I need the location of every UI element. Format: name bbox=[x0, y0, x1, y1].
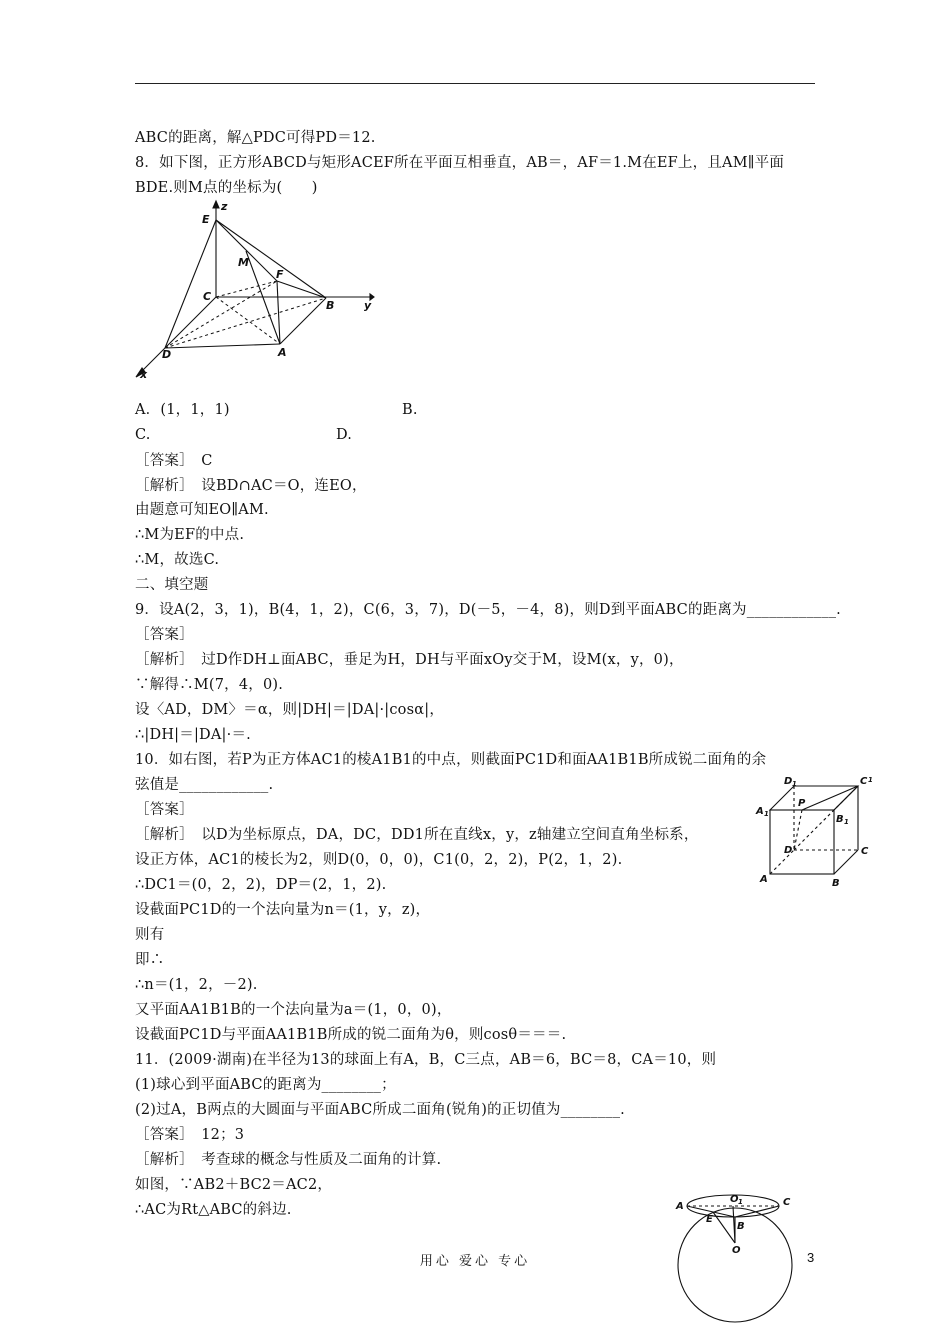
answer-11: ［答案］ 12；3 bbox=[135, 1127, 245, 1143]
question-9: 9．设A(2，3，1)，B(4，1，2)，C(6，3，7)，D(－5，－4，8)，则D到平面ABC的距离为____________. bbox=[135, 602, 841, 618]
question-8: 8．如下图，正方形ABCD与矩形ACEF所在平面互相垂直，AB＝，AF＝1.M在EF上，且AM∥平面 bbox=[135, 155, 785, 171]
svg-text:A: A bbox=[760, 874, 768, 885]
svg-text:C: C bbox=[861, 846, 869, 857]
text-line: ［解析］ 过D作DH⊥面ABC，垂足为H，DH与平面xOy交于M，设M(x，y，0)， bbox=[135, 652, 684, 668]
svg-text:O: O bbox=[730, 1194, 739, 1205]
text-line: ［解析］ 以D为坐标原点，DA，DC，DD1所在直线x，y，z轴建立空间直角坐标系， bbox=[135, 827, 699, 843]
svg-text:1: 1 bbox=[764, 810, 769, 818]
page-footer: 用心 爱心 专心 bbox=[419, 1254, 531, 1269]
question-11: 11．(2009·湖南)在半径为13的球面上有A，B，C三点，AB＝6，BC＝8，CA＝10，则 bbox=[135, 1052, 717, 1068]
text-line: ∴M，故选C. bbox=[135, 552, 220, 568]
text-line: 弦值是____________. bbox=[135, 777, 274, 793]
svg-text:C: C bbox=[783, 1197, 791, 1208]
text-line: 如图，∵AB2＋BC2＝AC2， bbox=[135, 1177, 333, 1193]
text-line: ∴AC为Rt△ABC的斜边. bbox=[135, 1202, 292, 1218]
svg-text:1: 1 bbox=[792, 780, 797, 788]
option-b: B. bbox=[402, 402, 418, 418]
text-line: ∴DC1＝(0，2，2)，DP＝(2，1，2). bbox=[135, 877, 387, 893]
text-line: ∴M为EF的中点. bbox=[135, 527, 245, 543]
svg-text:B: B bbox=[737, 1221, 745, 1232]
svg-text:A: A bbox=[756, 806, 764, 817]
svg-text:O: O bbox=[732, 1245, 741, 1256]
svg-text:P: P bbox=[798, 798, 806, 809]
svg-text:y: y bbox=[364, 299, 372, 312]
svg-text:A: A bbox=[278, 346, 287, 359]
svg-text:1: 1 bbox=[868, 776, 873, 784]
svg-text:D: D bbox=[162, 348, 172, 361]
text-line: ∴n＝(1，2，－2). bbox=[135, 977, 258, 993]
svg-text:D: D bbox=[784, 845, 793, 856]
text-line: 设截面PC1D与平面AA1B1B所成的锐二面角为θ，则cosθ＝＝＝. bbox=[135, 1027, 567, 1043]
svg-text:B: B bbox=[836, 814, 844, 825]
text-line: 则有 bbox=[135, 927, 165, 943]
option-d: D. bbox=[336, 427, 353, 443]
svg-text:A: A bbox=[676, 1201, 684, 1212]
text-line: 即∴ bbox=[135, 952, 165, 968]
page-number: 3 bbox=[807, 1250, 815, 1265]
svg-text:1: 1 bbox=[738, 1198, 743, 1206]
text-line: ［解析］ 考查球的概念与性质及二面角的计算. bbox=[135, 1152, 442, 1168]
text-line: 设〈AD，DM〉＝α，则|DH|＝|DA|·|cosα|， bbox=[135, 702, 445, 718]
text-line: ∴|DH|＝|DA|·＝. bbox=[135, 727, 251, 743]
svg-text:E: E bbox=[706, 1214, 713, 1225]
figure-cube bbox=[752, 772, 882, 892]
answer-9: ［答案］ bbox=[135, 627, 194, 643]
text-line: 由题意可知EO∥AM. bbox=[135, 502, 269, 518]
svg-text:C: C bbox=[203, 290, 212, 303]
option-a: A．(1，1，1) bbox=[135, 402, 230, 418]
svg-text:B: B bbox=[832, 878, 840, 889]
text-line: (2)过A，B两点的大圆面与平面ABC所成二面角(锐角)的正切值为________. bbox=[135, 1102, 625, 1118]
text-line: 又平面AA1B1B的一个法向量为a＝(1，0，0)， bbox=[135, 1002, 452, 1018]
answer-8: ［答案］ C bbox=[135, 453, 213, 469]
text-line: BDE.则M点的坐标为( ) bbox=[135, 180, 318, 196]
svg-text:E: E bbox=[202, 213, 210, 226]
answer-10: ［答案］ bbox=[135, 802, 194, 818]
text-line: 设正方体，AC1的棱长为2，则D(0，0，0)，C1(0，2，2)，P(2，1，2). bbox=[135, 852, 623, 868]
text-line: ABC的距离，解△PDC可得PD＝12. bbox=[135, 130, 376, 146]
svg-text:C: C bbox=[860, 776, 868, 787]
text-line: ∵解得∴M(7，4，0). bbox=[135, 677, 284, 693]
header-rule bbox=[135, 83, 815, 84]
option-c: C. bbox=[135, 427, 151, 443]
figure-pyramid bbox=[130, 198, 380, 383]
svg-text:F: F bbox=[276, 268, 284, 281]
svg-text:x: x bbox=[140, 368, 148, 381]
section-heading: 二、填空题 bbox=[135, 577, 209, 593]
svg-text:D: D bbox=[784, 776, 793, 787]
question-10: 10．如右图，若P为正方体AC1的棱A1B1的中点，则截面PC1D和面AA1B1B所成锐二面角的余 bbox=[135, 752, 767, 768]
svg-text:B: B bbox=[326, 299, 335, 312]
svg-text:z: z bbox=[221, 200, 228, 213]
text-line: 设截面PC1D的一个法向量为n＝(1，y，z)， bbox=[135, 902, 431, 918]
svg-text:M: M bbox=[238, 256, 249, 269]
text-line: (1)球心到平面ABC的距离为________； bbox=[135, 1077, 396, 1093]
svg-text:1: 1 bbox=[844, 818, 849, 826]
text-line: ［解析］ 设BD∩AC＝O，连EO， bbox=[135, 478, 367, 494]
